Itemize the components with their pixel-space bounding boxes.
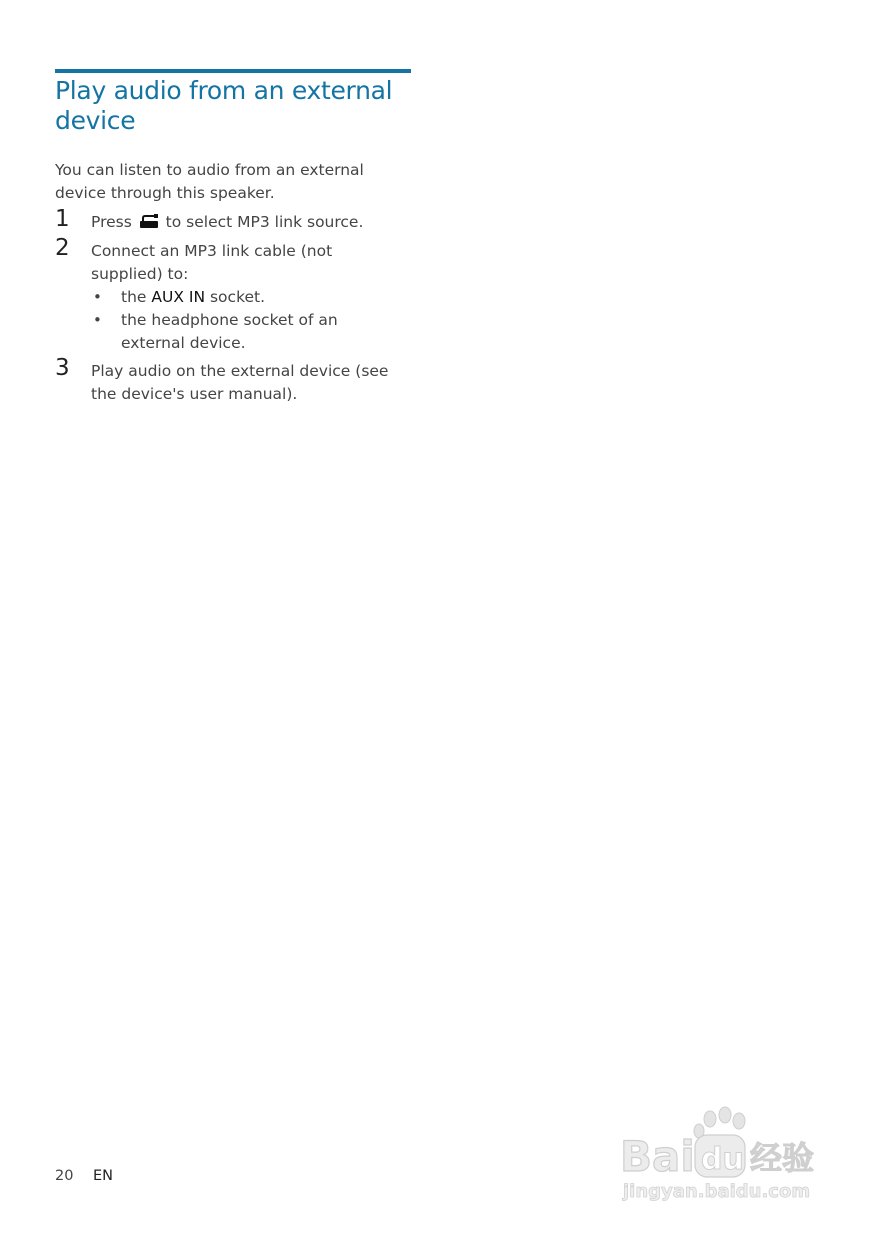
bullet-aux-suffix: socket.: [209, 288, 266, 306]
svg-text:jingyan.baidu.com: jingyan.baidu.com: [623, 1181, 811, 1202]
aux-in-label: AUX IN: [151, 288, 206, 306]
step-1-prefix: Press: [91, 213, 132, 231]
bullet-aux-in: [121, 286, 411, 309]
intro-paragraph: You can listen to audio from an external device through this speaker.: [55, 161, 364, 202]
step-2-number: 2: [55, 235, 70, 261]
step-3-text: Play audio on the external device (see the device's user manual).: [91, 362, 389, 403]
baidu-watermark-logo: [615, 1105, 830, 1205]
svg-text:经验: 经验: [750, 1139, 815, 1177]
bullet-marker: •: [93, 288, 102, 306]
section-title: Play audio from an external device: [55, 76, 393, 135]
heading-rule: [55, 69, 411, 73]
step-2-text: Connect an MP3 link cable (not supplied) to:: [91, 242, 333, 283]
step-3-number: 3: [55, 355, 70, 381]
mp3-link-source-icon: [139, 213, 159, 236]
step-1-text: [91, 211, 411, 236]
svg-text:du: du: [701, 1142, 744, 1177]
page-number: 20: [55, 1168, 74, 1184]
step-1-number: 1: [55, 206, 70, 232]
bullet-aux-prefix: the: [121, 288, 147, 306]
svg-text:Bai: Bai: [620, 1132, 695, 1181]
step-1-suffix: to select MP3 link source.: [165, 213, 364, 231]
bullet-marker: •: [93, 311, 102, 329]
bullet-headphone: the headphone socket of an external device.: [121, 311, 338, 352]
language-code: EN: [93, 1168, 114, 1184]
